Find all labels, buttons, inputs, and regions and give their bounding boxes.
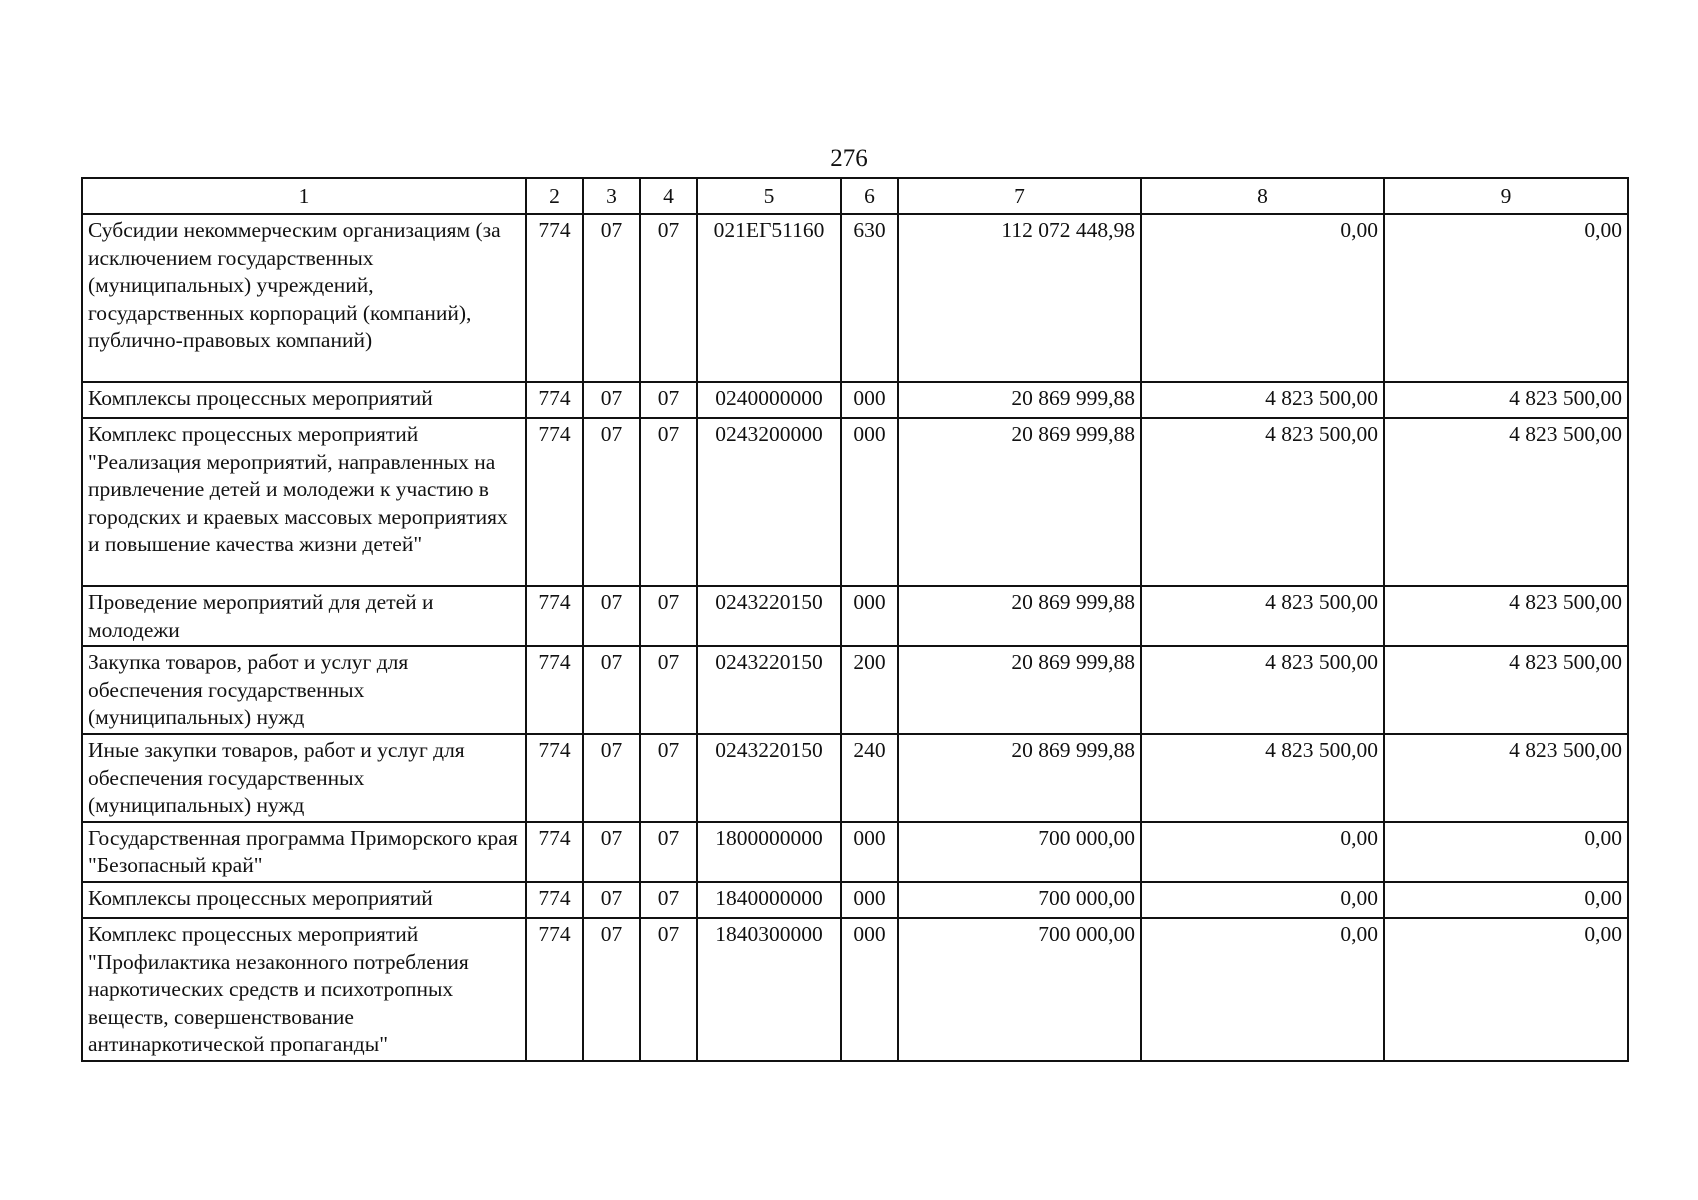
table-header-row [82, 178, 1628, 214]
cell-col7: 112 072 448,98 [898, 214, 1141, 382]
column-header-1: 1 [82, 178, 526, 214]
cell-col4: 07 [640, 882, 697, 918]
cell-col4: 07 [640, 214, 697, 382]
cell-col8: 4 823 500,00 [1141, 418, 1384, 586]
row-name: Иные закупки товаров, работ и услуг для обеспечения государственных (муниципальных) нужд [82, 734, 526, 822]
column-header-2: 2 [526, 178, 583, 214]
cell-col3: 07 [583, 214, 640, 382]
cell-col3: 07 [583, 734, 640, 822]
page-number: 276 [830, 145, 868, 172]
cell-col2: 774 [526, 822, 583, 882]
cell-col6: 000 [841, 418, 898, 586]
cell-col7: 20 869 999,88 [898, 418, 1141, 586]
cell-col3: 07 [583, 822, 640, 882]
table-row [82, 418, 1628, 586]
cell-col5: 0243220150 [697, 586, 841, 646]
cell-col6: 000 [841, 822, 898, 882]
cell-col3: 07 [583, 586, 640, 646]
column-header-3: 3 [583, 178, 640, 214]
column-header-7: 7 [898, 178, 1141, 214]
cell-col5: 0240000000 [697, 382, 841, 418]
row-name: Комплекс процессных мероприятий "Реализация мероприятий, направленных на привлечение детей и молодежи к участию в городских и краевых массовых мероприятиях и повышение качества жизни детей" [82, 418, 526, 586]
cell-col9: 4 823 500,00 [1384, 382, 1628, 418]
cell-col7: 20 869 999,88 [898, 646, 1141, 734]
cell-col9: 4 823 500,00 [1384, 646, 1628, 734]
table-row [82, 586, 1628, 646]
cell-col5: 021ЕГ51160 [697, 214, 841, 382]
table-row [82, 734, 1628, 822]
table-row [82, 382, 1628, 418]
cell-col6: 000 [841, 586, 898, 646]
cell-col7: 700 000,00 [898, 882, 1141, 918]
cell-col4: 07 [640, 586, 697, 646]
cell-col4: 07 [640, 646, 697, 734]
cell-col2: 774 [526, 382, 583, 418]
cell-col2: 774 [526, 734, 583, 822]
column-header-9: 9 [1384, 178, 1628, 214]
cell-col5: 0243220150 [697, 646, 841, 734]
column-header-4: 4 [640, 178, 697, 214]
cell-col8: 4 823 500,00 [1141, 646, 1384, 734]
cell-col9: 0,00 [1384, 918, 1628, 1061]
cell-col7: 700 000,00 [898, 822, 1141, 882]
cell-col4: 07 [640, 734, 697, 822]
cell-col6: 000 [841, 882, 898, 918]
cell-col6: 630 [841, 214, 898, 382]
cell-col9: 0,00 [1384, 882, 1628, 918]
cell-col4: 07 [640, 822, 697, 882]
cell-col3: 07 [583, 646, 640, 734]
row-name: Проведение мероприятий для детей и молодежи [82, 586, 526, 646]
cell-col9: 4 823 500,00 [1384, 418, 1628, 586]
cell-col6: 240 [841, 734, 898, 822]
cell-col3: 07 [583, 918, 640, 1061]
cell-col5: 1800000000 [697, 822, 841, 882]
cell-col8: 0,00 [1141, 918, 1384, 1061]
cell-col3: 07 [583, 382, 640, 418]
cell-col9: 4 823 500,00 [1384, 586, 1628, 646]
cell-col9: 0,00 [1384, 822, 1628, 882]
row-name: Государственная программа Приморского края "Безопасный край" [82, 822, 526, 882]
budget-table [81, 177, 1629, 1062]
cell-col4: 07 [640, 918, 697, 1061]
cell-col2: 774 [526, 214, 583, 382]
row-name: Комплексы процессных мероприятий [82, 882, 526, 918]
table-row [82, 822, 1628, 882]
cell-col9: 0,00 [1384, 214, 1628, 382]
row-name: Субсидии некоммерческим организациям (за исключением государственных (муниципальных) учреждений, государственных корпораций (компаний), публично-правовых компаний) [82, 214, 526, 382]
cell-col4: 07 [640, 382, 697, 418]
column-header-8: 8 [1141, 178, 1384, 214]
cell-col5: 0243200000 [697, 418, 841, 586]
cell-col8: 4 823 500,00 [1141, 734, 1384, 822]
cell-col2: 774 [526, 646, 583, 734]
table-row [82, 214, 1628, 382]
row-name: Комплексы процессных мероприятий [82, 382, 526, 418]
cell-col2: 774 [526, 586, 583, 646]
table-row [82, 918, 1628, 1061]
cell-col5: 0243220150 [697, 734, 841, 822]
cell-col2: 774 [526, 418, 583, 586]
cell-col8: 0,00 [1141, 882, 1384, 918]
table-row [82, 882, 1628, 918]
cell-col3: 07 [583, 882, 640, 918]
cell-col9: 4 823 500,00 [1384, 734, 1628, 822]
cell-col8: 4 823 500,00 [1141, 382, 1384, 418]
cell-col5: 1840300000 [697, 918, 841, 1061]
column-header-5: 5 [697, 178, 841, 214]
cell-col7: 20 869 999,88 [898, 734, 1141, 822]
cell-col6: 200 [841, 646, 898, 734]
cell-col8: 0,00 [1141, 822, 1384, 882]
cell-col7: 20 869 999,88 [898, 586, 1141, 646]
table-row [82, 646, 1628, 734]
cell-col2: 774 [526, 882, 583, 918]
cell-col3: 07 [583, 418, 640, 586]
cell-col6: 000 [841, 918, 898, 1061]
cell-col4: 07 [640, 418, 697, 586]
cell-col2: 774 [526, 918, 583, 1061]
row-name: Закупка товаров, работ и услуг для обеспечения государственных (муниципальных) нужд [82, 646, 526, 734]
cell-col6: 000 [841, 382, 898, 418]
cell-col5: 1840000000 [697, 882, 841, 918]
cell-col7: 20 869 999,88 [898, 382, 1141, 418]
column-header-6: 6 [841, 178, 898, 214]
cell-col8: 4 823 500,00 [1141, 586, 1384, 646]
row-name: Комплекс процессных мероприятий "Профилактика незаконного потребления наркотических средств и психотропных веществ, совершенствование антинаркотической пропаганды" [82, 918, 526, 1061]
cell-col8: 0,00 [1141, 214, 1384, 382]
cell-col7: 700 000,00 [898, 918, 1141, 1061]
